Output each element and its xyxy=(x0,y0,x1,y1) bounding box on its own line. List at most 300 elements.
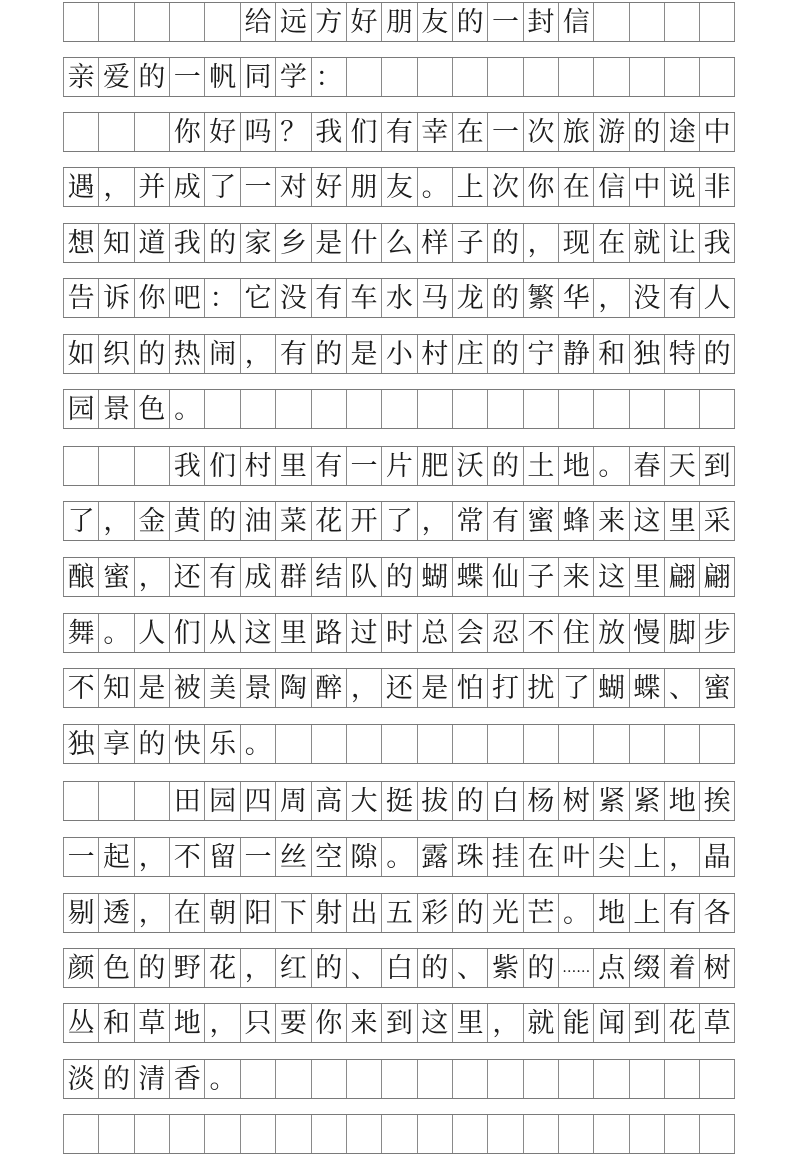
text-char: 里 xyxy=(629,558,664,596)
text-char: 还 xyxy=(381,669,416,707)
grid-row xyxy=(63,1114,735,1154)
text-char: 途 xyxy=(664,113,699,151)
text-char: 是 xyxy=(346,335,381,373)
text-char: 挂 xyxy=(487,838,522,876)
text-char: 爱 xyxy=(98,58,133,96)
empty-cell xyxy=(699,58,734,96)
text-char: 繁 xyxy=(523,279,558,317)
empty-cell xyxy=(558,58,593,96)
grid-row xyxy=(63,167,735,207)
empty-cell xyxy=(381,1115,416,1153)
text-char: 点 xyxy=(593,949,628,987)
empty-cell xyxy=(346,390,381,428)
empty-cell xyxy=(629,390,664,428)
text-char: 地 xyxy=(169,1004,204,1042)
text-char: 。 xyxy=(558,894,593,932)
title-char: 给 xyxy=(240,3,275,41)
empty-cell xyxy=(417,1115,452,1153)
grid-row xyxy=(63,948,735,988)
text-char: 颜 xyxy=(63,949,98,987)
text-char: 醉 xyxy=(311,669,346,707)
text-char: ， xyxy=(98,168,133,206)
text-char: 学 xyxy=(275,58,310,96)
empty-cell xyxy=(346,1060,381,1098)
text-char: 的 xyxy=(452,894,487,932)
text-char: 花 xyxy=(311,502,346,540)
text-char: 独 xyxy=(629,335,664,373)
text-char: 现 xyxy=(558,224,593,262)
text-char: 有 xyxy=(275,335,310,373)
empty-cell xyxy=(311,725,346,763)
text-char: 帆 xyxy=(204,58,239,96)
text-char: 对 xyxy=(275,168,310,206)
text-char: ， xyxy=(240,949,275,987)
text-char: 龙 xyxy=(452,279,487,317)
text-char: 村 xyxy=(417,335,452,373)
text-char: 们 xyxy=(169,614,204,652)
text-char: 透 xyxy=(98,894,133,932)
text-char: 晶 xyxy=(699,838,734,876)
text-char: 阳 xyxy=(240,894,275,932)
grid-row xyxy=(63,837,735,877)
text-char: 的 xyxy=(487,447,522,485)
text-char: 脚 xyxy=(664,614,699,652)
text-char: 宁 xyxy=(523,335,558,373)
text-char: 诉 xyxy=(98,279,133,317)
text-char: 遇 xyxy=(63,168,98,206)
text-char: 上 xyxy=(629,838,664,876)
text-char: 白 xyxy=(487,782,522,820)
empty-cell xyxy=(134,1115,169,1153)
text-char: 蜂 xyxy=(558,502,593,540)
text-char: 采 xyxy=(699,502,734,540)
text-char: 珠 xyxy=(452,838,487,876)
text-char: 华 xyxy=(558,279,593,317)
text-char: 一 xyxy=(240,168,275,206)
text-char: 告 xyxy=(63,279,98,317)
text-char: 紧 xyxy=(629,782,664,820)
text-char: 美 xyxy=(204,669,239,707)
text-char: 上 xyxy=(452,168,487,206)
text-char: 的 xyxy=(487,279,522,317)
empty-cell xyxy=(311,390,346,428)
empty-cell xyxy=(699,1115,734,1153)
text-char: 香 xyxy=(169,1060,204,1098)
text-char: 周 xyxy=(275,782,310,820)
text-char: 什 xyxy=(346,224,381,262)
text-char: 朝 xyxy=(204,894,239,932)
text-char: 光 xyxy=(487,894,522,932)
empty-cell xyxy=(346,1115,381,1153)
text-char: 这 xyxy=(240,614,275,652)
empty-cell xyxy=(452,1060,487,1098)
empty-cell xyxy=(63,3,98,41)
text-char: 步 xyxy=(699,614,734,652)
grid-row xyxy=(63,223,735,263)
text-char: 车 xyxy=(346,279,381,317)
text-char: 被 xyxy=(169,669,204,707)
text-char: 到 xyxy=(699,447,734,485)
text-char: 野 xyxy=(169,949,204,987)
text-char: 一 xyxy=(240,838,275,876)
text-char: 朋 xyxy=(346,168,381,206)
grid-row xyxy=(63,613,735,653)
title-char: 友 xyxy=(417,3,452,41)
text-char: 地 xyxy=(664,782,699,820)
empty-cell xyxy=(452,390,487,428)
text-char: 到 xyxy=(629,1004,664,1042)
empty-cell xyxy=(134,3,169,41)
text-char: 色 xyxy=(134,390,169,428)
text-char: 春 xyxy=(629,447,664,485)
text-char: 高 xyxy=(311,782,346,820)
text-char: 尖 xyxy=(593,838,628,876)
text-char: 的 xyxy=(204,224,239,262)
text-char: 了 xyxy=(381,502,416,540)
text-char: 人 xyxy=(699,279,734,317)
text-char: 有 xyxy=(311,447,346,485)
empty-cell xyxy=(169,3,204,41)
text-char: ， xyxy=(240,335,275,373)
empty-cell xyxy=(63,1115,98,1153)
text-char: 空 xyxy=(311,838,346,876)
text-char: 片 xyxy=(381,447,416,485)
text-char: 会 xyxy=(452,614,487,652)
text-char: 蜜 xyxy=(699,669,734,707)
text-char: 里 xyxy=(452,1004,487,1042)
text-char: 了 xyxy=(63,502,98,540)
empty-cell xyxy=(240,390,275,428)
empty-cell xyxy=(629,1115,664,1153)
text-char: 从 xyxy=(204,614,239,652)
empty-cell xyxy=(63,782,98,820)
text-char: 不 xyxy=(63,669,98,707)
text-char: 在 xyxy=(558,168,593,206)
text-char: 一 xyxy=(346,447,381,485)
text-char: 景 xyxy=(240,669,275,707)
text-char: 子 xyxy=(452,224,487,262)
text-char: 陶 xyxy=(275,669,310,707)
text-char: ： xyxy=(204,279,239,317)
text-char: 次 xyxy=(487,168,522,206)
empty-cell xyxy=(664,725,699,763)
text-char: 留 xyxy=(204,838,239,876)
text-char: 旅 xyxy=(558,113,593,151)
empty-cell xyxy=(699,390,734,428)
text-char: 有 xyxy=(664,279,699,317)
empty-cell xyxy=(523,1115,558,1153)
text-char: 、 xyxy=(664,669,699,707)
text-char: 树 xyxy=(699,949,734,987)
text-char: 织 xyxy=(98,335,133,373)
text-char: 结 xyxy=(311,558,346,596)
empty-cell xyxy=(523,58,558,96)
text-char: 队 xyxy=(346,558,381,596)
empty-cell xyxy=(275,725,310,763)
text-char: 吧 xyxy=(169,279,204,317)
text-char: 热 xyxy=(169,335,204,373)
text-char: 非 xyxy=(699,168,734,206)
text-char: 出 xyxy=(346,894,381,932)
text-char: 翩 xyxy=(699,558,734,596)
text-char: 子 xyxy=(523,558,558,596)
text-char: ， xyxy=(664,838,699,876)
text-char: 仙 xyxy=(487,558,522,596)
text-char: 的 xyxy=(311,949,346,987)
text-char: 五 xyxy=(381,894,416,932)
text-char: ， xyxy=(134,894,169,932)
text-char: 、 xyxy=(452,949,487,987)
text-char: 开 xyxy=(346,502,381,540)
text-char: ， xyxy=(346,669,381,707)
empty-cell xyxy=(593,390,628,428)
text-char: 。 xyxy=(169,390,204,428)
grid-row xyxy=(63,501,735,541)
text-char: 紫 xyxy=(487,949,522,987)
text-char: 在 xyxy=(452,113,487,151)
text-char: 友 xyxy=(381,168,416,206)
text-char: 的 xyxy=(699,335,734,373)
text-char: 静 xyxy=(558,335,593,373)
empty-cell xyxy=(664,390,699,428)
text-char: 没 xyxy=(629,279,664,317)
text-char: 成 xyxy=(169,168,204,206)
grid-row xyxy=(63,781,735,821)
text-char: 这 xyxy=(629,502,664,540)
text-char: 独 xyxy=(63,725,98,763)
text-char: 没 xyxy=(275,279,310,317)
text-char: 景 xyxy=(98,390,133,428)
title-char: 信 xyxy=(558,3,593,41)
text-char: 只 xyxy=(240,1004,275,1042)
text-char: 快 xyxy=(169,725,204,763)
empty-cell xyxy=(487,390,522,428)
text-char: ， xyxy=(134,838,169,876)
empty-cell xyxy=(593,58,628,96)
title-char: 一 xyxy=(487,3,522,41)
text-char: 游 xyxy=(593,113,628,151)
grid-row xyxy=(63,724,735,764)
grid-row xyxy=(63,446,735,486)
text-char: 缀 xyxy=(629,949,664,987)
empty-cell xyxy=(381,58,416,96)
text-char: 乡 xyxy=(275,224,310,262)
empty-cell xyxy=(664,1060,699,1098)
text-char: 里 xyxy=(275,447,310,485)
text-char: …… xyxy=(558,949,593,987)
text-char: 幸 xyxy=(417,113,452,151)
text-char: 的 xyxy=(381,558,416,596)
empty-cell xyxy=(664,1115,699,1153)
empty-cell xyxy=(240,1060,275,1098)
text-char: 花 xyxy=(664,1004,699,1042)
text-char: 蝴 xyxy=(417,558,452,596)
text-char: 中 xyxy=(699,113,734,151)
title-char: 朋 xyxy=(381,3,416,41)
text-char: 过 xyxy=(346,614,381,652)
text-char: 说 xyxy=(664,168,699,206)
text-char: 菜 xyxy=(275,502,310,540)
empty-cell xyxy=(204,3,239,41)
text-char: 要 xyxy=(275,1004,310,1042)
text-char: 淡 xyxy=(63,1060,98,1098)
text-char: 酿 xyxy=(63,558,98,596)
text-char: 的 xyxy=(134,949,169,987)
text-char: 挺 xyxy=(381,782,416,820)
text-char: 下 xyxy=(275,894,310,932)
text-char: 群 xyxy=(275,558,310,596)
text-char: 树 xyxy=(558,782,593,820)
text-char: 亲 xyxy=(63,58,98,96)
text-char: 蜜 xyxy=(523,502,558,540)
text-char: 的 xyxy=(487,224,522,262)
text-char: 们 xyxy=(346,113,381,151)
text-char: 享 xyxy=(98,725,133,763)
text-char: 你 xyxy=(311,1004,346,1042)
text-char: 丛 xyxy=(63,1004,98,1042)
text-char: 让 xyxy=(664,224,699,262)
text-char: 我 xyxy=(699,224,734,262)
empty-cell xyxy=(452,1115,487,1153)
text-char: 。 xyxy=(417,168,452,206)
text-char: 一 xyxy=(487,113,522,151)
text-char: 。 xyxy=(204,1060,239,1098)
text-char: 蝶 xyxy=(452,558,487,596)
text-char: 各 xyxy=(699,894,734,932)
text-char: 有 xyxy=(311,279,346,317)
grid-row xyxy=(63,893,735,933)
empty-cell xyxy=(523,725,558,763)
empty-cell xyxy=(63,447,98,485)
text-char: 样 xyxy=(417,224,452,262)
text-char: 紧 xyxy=(593,782,628,820)
title-char: 封 xyxy=(523,3,558,41)
text-char: 。 xyxy=(381,838,416,876)
text-char: 的 xyxy=(311,335,346,373)
text-char: 了 xyxy=(558,669,593,707)
text-char: 蝶 xyxy=(629,669,664,707)
grid-row xyxy=(63,389,735,429)
empty-cell xyxy=(629,3,664,41)
text-char: 拔 xyxy=(417,782,452,820)
text-char: 中 xyxy=(629,168,664,206)
text-char: ， xyxy=(593,279,628,317)
text-char: 的 xyxy=(134,335,169,373)
text-char: 有 xyxy=(204,558,239,596)
empty-cell xyxy=(699,3,734,41)
text-char: 你 xyxy=(523,168,558,206)
text-char: 有 xyxy=(381,113,416,151)
text-char: 的 xyxy=(98,1060,133,1098)
text-char: 这 xyxy=(593,558,628,596)
text-char: 次 xyxy=(523,113,558,151)
text-char: 知 xyxy=(98,224,133,262)
empty-cell xyxy=(452,725,487,763)
empty-cell xyxy=(134,447,169,485)
empty-cell xyxy=(98,3,133,41)
text-char: 道 xyxy=(134,224,169,262)
text-char: 我 xyxy=(169,224,204,262)
text-char: 水 xyxy=(381,279,416,317)
text-char: 剔 xyxy=(63,894,98,932)
text-char: 好 xyxy=(311,168,346,206)
text-char: 在 xyxy=(593,224,628,262)
text-char: 白 xyxy=(381,949,416,987)
text-char: 肥 xyxy=(417,447,452,485)
text-char: 。 xyxy=(593,447,628,485)
text-char: 和 xyxy=(593,335,628,373)
text-char: 村 xyxy=(240,447,275,485)
text-char: 翩 xyxy=(664,558,699,596)
text-char: 在 xyxy=(523,838,558,876)
empty-cell xyxy=(487,1115,522,1153)
title-row xyxy=(63,2,735,42)
text-char: 舞 xyxy=(63,614,98,652)
text-char: 地 xyxy=(558,447,593,485)
empty-cell xyxy=(381,1060,416,1098)
text-char: 你 xyxy=(134,279,169,317)
empty-cell xyxy=(204,390,239,428)
text-char: 到 xyxy=(381,1004,416,1042)
text-char: ， xyxy=(204,1004,239,1042)
text-char: 彩 xyxy=(417,894,452,932)
empty-cell xyxy=(98,113,133,151)
text-char: 特 xyxy=(664,335,699,373)
text-char: 成 xyxy=(240,558,275,596)
text-char: 打 xyxy=(487,669,522,707)
grid-row xyxy=(63,1003,735,1043)
grid-row xyxy=(63,1059,735,1099)
text-char: 乐 xyxy=(204,725,239,763)
text-char: 田 xyxy=(169,782,204,820)
text-char: ， xyxy=(417,502,452,540)
text-char: 来 xyxy=(558,558,593,596)
text-char: 起 xyxy=(98,838,133,876)
text-char: 么 xyxy=(381,224,416,262)
empty-cell xyxy=(417,1060,452,1098)
text-char: 蝴 xyxy=(593,669,628,707)
text-char: 的 xyxy=(417,949,452,987)
empty-cell xyxy=(417,725,452,763)
text-char: 。 xyxy=(98,614,133,652)
text-char: 清 xyxy=(134,1060,169,1098)
text-char: 它 xyxy=(240,279,275,317)
empty-cell xyxy=(346,725,381,763)
title-char: 远 xyxy=(275,3,310,41)
text-char: 还 xyxy=(169,558,204,596)
text-char: 。 xyxy=(240,725,275,763)
text-char: 在 xyxy=(169,894,204,932)
text-char: 里 xyxy=(275,614,310,652)
text-char: ， xyxy=(487,1004,522,1042)
text-char: 了 xyxy=(204,168,239,206)
text-char: 是 xyxy=(311,224,346,262)
text-char: 这 xyxy=(417,1004,452,1042)
text-char: 露 xyxy=(417,838,452,876)
empty-cell xyxy=(275,1060,310,1098)
text-char: 同 xyxy=(240,58,275,96)
text-char: 放 xyxy=(593,614,628,652)
empty-cell xyxy=(664,3,699,41)
text-char: 和 xyxy=(98,1004,133,1042)
text-char: 来 xyxy=(346,1004,381,1042)
text-char: 来 xyxy=(593,502,628,540)
text-char: 着 xyxy=(664,949,699,987)
empty-cell xyxy=(699,725,734,763)
empty-cell xyxy=(311,1115,346,1153)
empty-cell xyxy=(240,1115,275,1153)
empty-cell xyxy=(629,725,664,763)
